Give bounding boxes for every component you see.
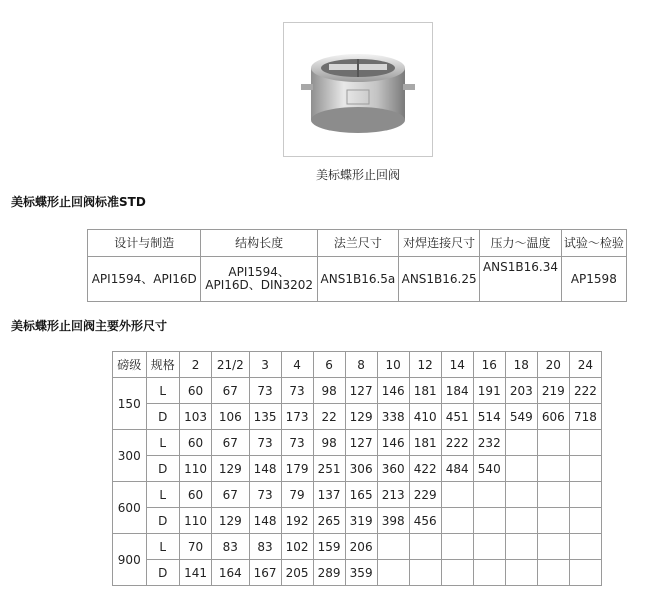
table-cell: 456 — [409, 508, 441, 534]
dimensions-table-body — [113, 378, 602, 586]
table-cell: 83 — [212, 534, 249, 560]
table-cell: ANS1B16.25 — [398, 257, 479, 302]
table-cell: 129 — [212, 508, 249, 534]
table-cell: 148 — [249, 508, 281, 534]
header-cell: 21/2 — [212, 352, 249, 378]
table-row — [113, 560, 602, 586]
pressure-class-cell: 300 — [113, 430, 147, 482]
header-cell: 结构长度 — [201, 230, 317, 257]
table-cell: ANS1B16.5a — [317, 257, 398, 302]
table-cell: 451 — [441, 404, 473, 430]
table-cell: 79 — [281, 482, 313, 508]
table-cell: 127 — [345, 378, 377, 404]
header-cell: 6 — [313, 352, 345, 378]
table-cell: 222 — [569, 378, 601, 404]
table-cell: 22 — [313, 404, 345, 430]
table-row — [113, 482, 602, 508]
header-cell: 压力～温度 — [480, 230, 561, 257]
table-row — [113, 508, 602, 534]
table-cell: 67 — [212, 482, 249, 508]
table-cell — [473, 482, 505, 508]
table-cell: 549 — [505, 404, 537, 430]
table-cell: 213 — [377, 482, 409, 508]
product-image-frame — [283, 22, 433, 157]
table-cell — [505, 560, 537, 586]
table-cell — [409, 534, 441, 560]
table-cell: 148 — [249, 456, 281, 482]
table-cell — [377, 560, 409, 586]
table-cell: 338 — [377, 404, 409, 430]
table-cell — [441, 508, 473, 534]
dimension-type-cell: D — [146, 508, 180, 534]
table-cell: 129 — [212, 456, 249, 482]
dimensions-section-title: 美标蝶形止回阀主要外形尺寸 — [11, 319, 168, 333]
table-cell — [377, 534, 409, 560]
header-cell: 设计与制造 — [88, 230, 201, 257]
dimension-type-cell: L — [146, 534, 180, 560]
dimension-type-cell: L — [146, 482, 180, 508]
table-cell: 127 — [345, 430, 377, 456]
table-cell: AP1598 — [561, 257, 626, 302]
table-cell: 146 — [377, 378, 409, 404]
header-cell: 4 — [281, 352, 313, 378]
table-cell — [441, 560, 473, 586]
table-cell — [537, 508, 569, 534]
table-cell: 205 — [281, 560, 313, 586]
dimension-type-cell: D — [146, 404, 180, 430]
table-cell: 251 — [313, 456, 345, 482]
table-cell: 179 — [281, 456, 313, 482]
header-cell: 18 — [505, 352, 537, 378]
standards-table — [87, 229, 627, 302]
table-cell: 184 — [441, 378, 473, 404]
table-cell: 232 — [473, 430, 505, 456]
table-cell: 289 — [313, 560, 345, 586]
header-cell: 8 — [345, 352, 377, 378]
table-cell: 60 — [180, 378, 212, 404]
table-cell: 106 — [212, 404, 249, 430]
table-cell — [441, 534, 473, 560]
header-cell: 24 — [569, 352, 601, 378]
table-cell — [505, 456, 537, 482]
table-cell: 203 — [505, 378, 537, 404]
pressure-class-cell: 900 — [113, 534, 147, 586]
table-cell: ANS1B16.34 — [480, 257, 561, 302]
butterfly-check-valve-image — [295, 40, 421, 140]
table-cell: 159 — [313, 534, 345, 560]
table-cell — [569, 560, 601, 586]
table-cell: 422 — [409, 456, 441, 482]
header-cell: 对焊连接尺寸 — [398, 230, 479, 257]
table-cell: 173 — [281, 404, 313, 430]
table-cell — [505, 482, 537, 508]
header-cell: 20 — [537, 352, 569, 378]
table-cell: 167 — [249, 560, 281, 586]
table-cell: 319 — [345, 508, 377, 534]
table-cell: 206 — [345, 534, 377, 560]
header-cell: 12 — [409, 352, 441, 378]
table-cell: 73 — [249, 482, 281, 508]
table-cell: 410 — [409, 404, 441, 430]
table-cell: 110 — [180, 508, 212, 534]
table-cell: 129 — [345, 404, 377, 430]
table-cell: 222 — [441, 430, 473, 456]
table-cell: 181 — [409, 430, 441, 456]
header-cell: 磅级 — [113, 352, 147, 378]
dimensions-table — [112, 351, 602, 586]
table-cell — [473, 534, 505, 560]
table-cell: 191 — [473, 378, 505, 404]
dimension-type-cell: D — [146, 560, 180, 586]
table-cell: 60 — [180, 430, 212, 456]
table-cell — [537, 456, 569, 482]
product-caption: 美标蝶形止回阀 — [315, 168, 400, 182]
dimension-type-cell: D — [146, 456, 180, 482]
table-cell: 164 — [212, 560, 249, 586]
table-cell: 306 — [345, 456, 377, 482]
header-cell: 14 — [441, 352, 473, 378]
table-cell: 265 — [313, 508, 345, 534]
table-cell: 73 — [249, 378, 281, 404]
table-cell — [505, 508, 537, 534]
table-cell: 60 — [180, 482, 212, 508]
table-header-row — [113, 352, 602, 378]
table-cell: 606 — [537, 404, 569, 430]
table-cell: 103 — [180, 404, 212, 430]
table-cell — [537, 534, 569, 560]
cell-line: API16D、DIN3202 — [205, 278, 314, 292]
table-cell: 398 — [377, 508, 409, 534]
header-cell: 2 — [180, 352, 212, 378]
table-cell — [473, 560, 505, 586]
table-cell: 67 — [212, 378, 249, 404]
table-cell — [473, 508, 505, 534]
table-header-row — [88, 230, 627, 257]
header-cell: 3 — [249, 352, 281, 378]
table-cell — [505, 534, 537, 560]
table-row — [113, 456, 602, 482]
table-cell: 102 — [281, 534, 313, 560]
table-cell — [569, 430, 601, 456]
table-cell: 219 — [537, 378, 569, 404]
table-cell — [537, 560, 569, 586]
table-cell: 110 — [180, 456, 212, 482]
table-cell: 359 — [345, 560, 377, 586]
table-cell: 137 — [313, 482, 345, 508]
standards-section-title: 美标蝶形止回阀标准STD — [11, 195, 146, 209]
table-cell: 181 — [409, 378, 441, 404]
pressure-class-cell: 600 — [113, 482, 147, 534]
table-row — [113, 430, 602, 456]
table-cell — [505, 430, 537, 456]
table-cell: 540 — [473, 456, 505, 482]
table-cell: 718 — [569, 404, 601, 430]
header-cell: 16 — [473, 352, 505, 378]
table-cell: 484 — [441, 456, 473, 482]
table-cell: 83 — [249, 534, 281, 560]
table-cell: 73 — [281, 430, 313, 456]
table-cell: 141 — [180, 560, 212, 586]
table-cell: 98 — [313, 378, 345, 404]
table-cell — [537, 430, 569, 456]
table-cell: 165 — [345, 482, 377, 508]
table-cell: 73 — [249, 430, 281, 456]
table-cell: 514 — [473, 404, 505, 430]
cell-line: API1594、 — [228, 265, 290, 279]
table-cell: 192 — [281, 508, 313, 534]
table-cell: 98 — [313, 430, 345, 456]
table-cell — [441, 482, 473, 508]
table-cell: 146 — [377, 430, 409, 456]
header-cell: 法兰尺寸 — [317, 230, 398, 257]
table-cell: 135 — [249, 404, 281, 430]
table-row — [113, 404, 602, 430]
table-cell — [569, 508, 601, 534]
table-cell — [409, 560, 441, 586]
table-row — [113, 378, 602, 404]
dimension-type-cell: L — [146, 430, 180, 456]
table-row — [113, 534, 602, 560]
pressure-class-cell: 150 — [113, 378, 147, 430]
table-cell — [537, 482, 569, 508]
table-row — [88, 257, 627, 302]
table-cell — [201, 257, 317, 302]
table-cell — [569, 534, 601, 560]
table-cell: 73 — [281, 378, 313, 404]
header-cell: 10 — [377, 352, 409, 378]
table-cell: 67 — [212, 430, 249, 456]
table-cell: 229 — [409, 482, 441, 508]
table-cell — [569, 456, 601, 482]
header-cell: 试验～检验 — [561, 230, 626, 257]
header-cell: 规格 — [146, 352, 180, 378]
table-cell: 360 — [377, 456, 409, 482]
table-cell: 70 — [180, 534, 212, 560]
dimension-type-cell: L — [146, 378, 180, 404]
table-cell — [569, 482, 601, 508]
table-cell: API1594、API16D — [88, 257, 201, 302]
